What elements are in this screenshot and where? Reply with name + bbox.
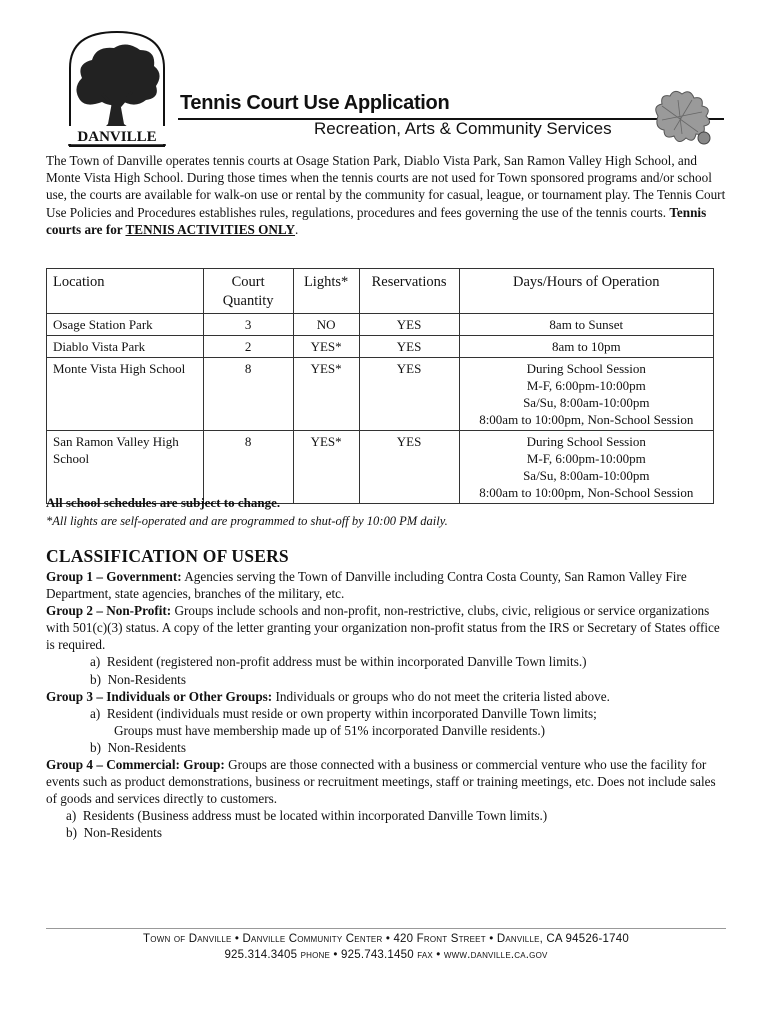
cell-location: Osage Station Park: [47, 314, 204, 336]
table-row: [47, 358, 714, 431]
footer-address: Town of Danville • Danville Community Center • 420 Front Street • Danville, CA 94526-1740: [143, 933, 629, 945]
lights-note: *All lights are self-operated and are programmed to shut-off by 10:00 PM daily.: [46, 514, 448, 528]
intro-paragraph: The Town of Danville operates tennis courts at Osage Station Park, Diablo Vista Park, San Ramon Valley High School, and Monte Vista High School. During those times when the tennis courts are not used for Town sponsored programs and/or school use, the courts are available for walk-on use or rental by the community for casual, league, or tournament play. The Tennis Court Use Policies and Procedures establishes rules, regulations, procedures and fees governing the use of the tennis courts. Tennis courts are for TENNIS ACTIVITIES ONLY.: [46, 153, 726, 237]
cell-lights: YES*: [293, 431, 359, 504]
table-notes: [46, 494, 448, 530]
group-4-resident: a) Residents (Business address must be located within incorporated Danville Town limits.): [66, 808, 548, 824]
classification-heading: CLASSIFICATION OF USERS: [46, 546, 289, 566]
cell-lights: YES*: [293, 358, 359, 431]
table-header-row: [47, 269, 714, 314]
cell-hours: 8am to Sunset: [459, 314, 713, 336]
cell-location: San Ramon Valley High School: [47, 431, 204, 504]
header-court-quantity: Court Quantity: [203, 269, 293, 314]
courts-table: [46, 268, 714, 504]
cell-location: Diablo Vista Park: [47, 336, 204, 358]
footer-rule: [46, 928, 726, 929]
schedule-note: All school schedules are subject to change.: [46, 495, 281, 510]
header-location: Location: [47, 269, 204, 314]
cell-hours: During School Session M-F, 6:00pm-10:00pm Sa/Su, 8:00am-10:00pm 8:00am to 10:00pm, Non-School Session: [459, 431, 713, 504]
group-4-non-resident: b) Non-Residents: [66, 825, 162, 841]
table-row: [47, 314, 714, 336]
cell-reservations: YES: [359, 431, 459, 504]
cell-quantity: 2: [203, 336, 293, 358]
table-row: [47, 431, 714, 504]
group-3-resident-cont: Groups must have membership made up of 51% incorporated Danville residents.): [114, 722, 546, 738]
classification-groups: [46, 568, 726, 842]
group-3: Group 3 – Individuals or Other Groups: Individuals or groups who do not meet the criteria listed above.: [46, 688, 610, 704]
group-3-non-resident: b) Non-Residents: [90, 739, 186, 755]
group-4: Group 4 – Commercial: Group: Groups are those connected with a business or commercial venture who use the facility for events such as product demonstrations, business or recruitment meetings, staff or training meetings, etc. Does not include sales of goods and services directly to customers.: [46, 757, 716, 807]
group-2-resident: a) Resident (registered non-profit address must be within incorporated Danville Town limits.): [90, 654, 587, 670]
logo-text: DANVILLE: [77, 129, 157, 145]
cell-hours: 8am to 10pm: [459, 336, 713, 358]
footer-contact: 925.314.3405 phone • 925.743.1450 fax • www.danville.ca.gov: [224, 949, 548, 961]
table-row: [47, 336, 714, 358]
danville-logo: [62, 28, 172, 148]
cell-hours: During School Session M-F, 6:00pm-10:00pm Sa/Su, 8:00am-10:00pm 8:00am to 10:00pm, Non-School Session: [459, 358, 713, 431]
page-subtitle: Recreation, Arts & Community Services: [314, 119, 612, 138]
footer: [46, 931, 726, 963]
group-2: Group 2 – Non-Profit: Groups include schools and non-profit, non-restrictive, clubs, civic, religious or service organizations with 501(c)(3) status. A copy of the letter granting your organization non-profit status from the IRS or Secretary of States office is required.: [46, 603, 720, 653]
group-1: Group 1 – Government: Agencies serving the Town of Danville including Contra Costa County, San Ramon Valley Fire Department, state agencies, branches of the military, etc.: [46, 569, 687, 602]
cell-quantity: 8: [203, 431, 293, 504]
header-reservations: Reservations: [359, 269, 459, 314]
oak-leaf-icon: [648, 86, 718, 152]
group-3-resident: a) Resident (individuals must reside or own property within incorporated Danville Town limits;: [90, 705, 597, 721]
cell-quantity: 8: [203, 358, 293, 431]
cell-location: Monte Vista High School: [47, 358, 204, 431]
header-hours: Days/Hours of Operation: [459, 269, 713, 314]
cell-reservations: YES: [359, 314, 459, 336]
page-title: Tennis Court Use Application: [180, 92, 450, 114]
header-lights: Lights*: [293, 269, 359, 314]
cell-quantity: 3: [203, 314, 293, 336]
cell-reservations: YES: [359, 358, 459, 431]
cell-reservations: YES: [359, 336, 459, 358]
cell-lights: YES*: [293, 336, 359, 358]
group-2-non-resident: b) Non-Residents: [90, 671, 186, 687]
cell-lights: NO: [293, 314, 359, 336]
